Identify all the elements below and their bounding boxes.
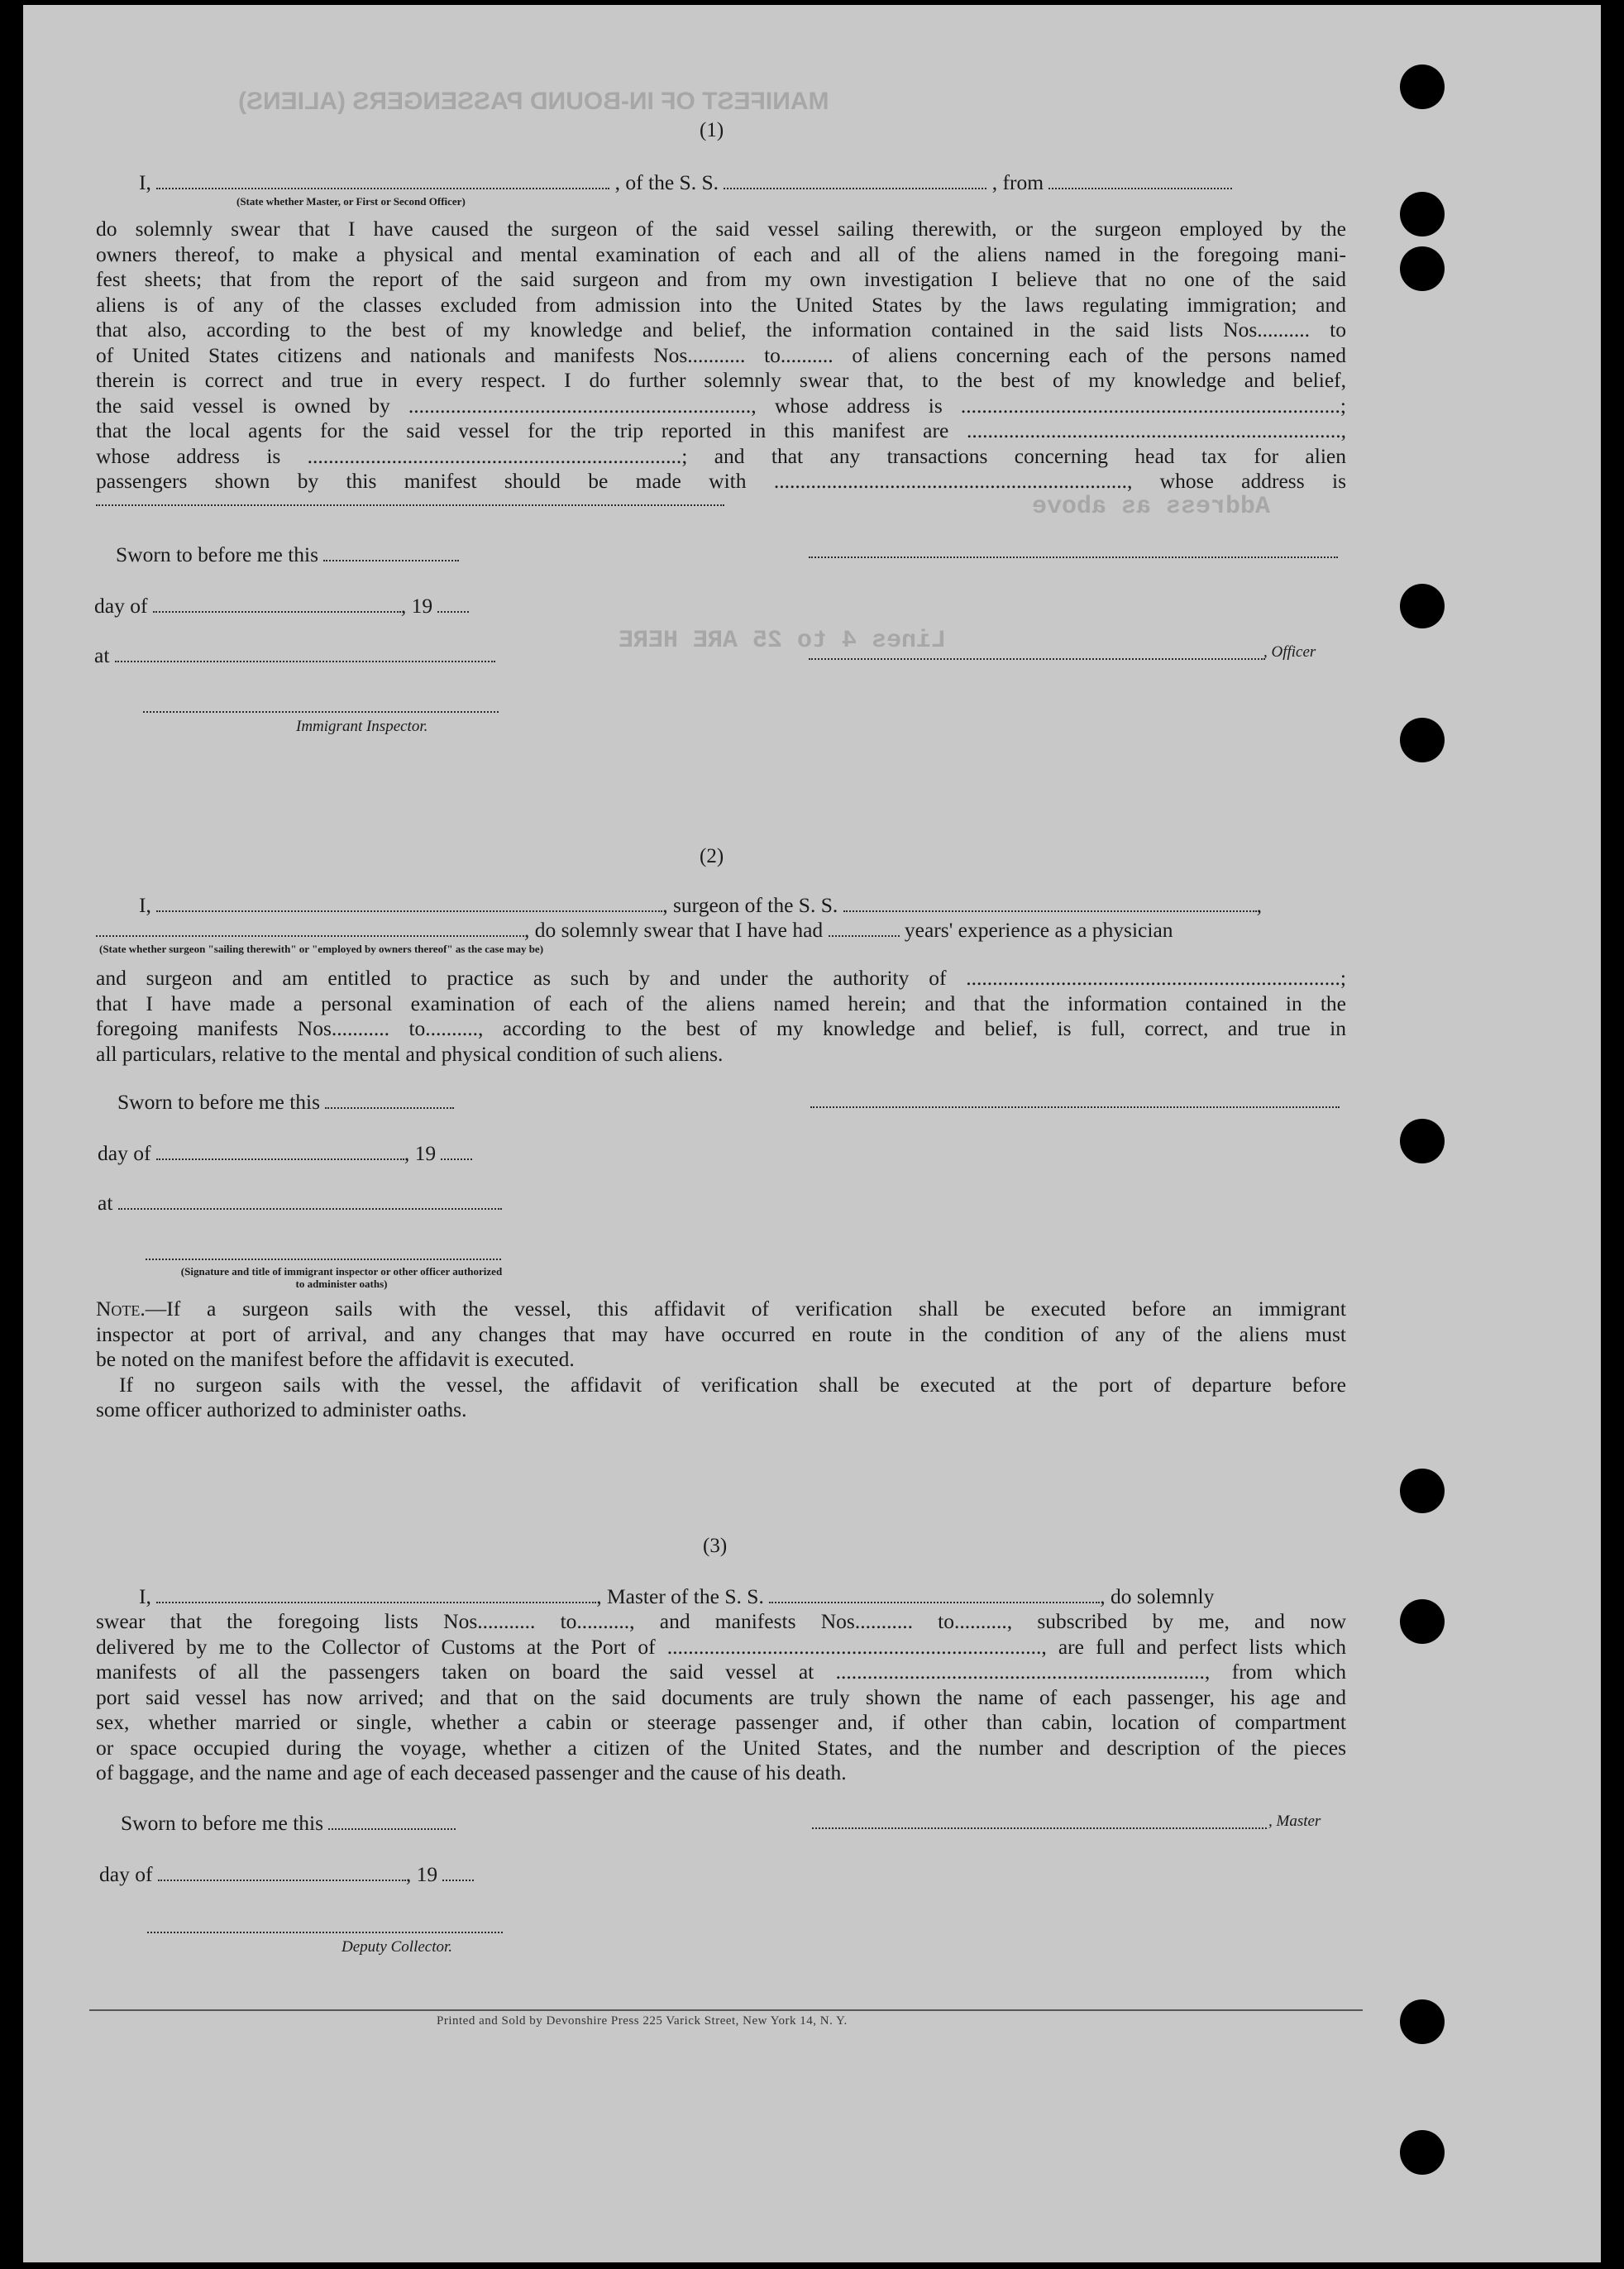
section-2-swear: , do solemnly swear that I have had years' experience as a physician [96, 918, 1173, 943]
collector-signature-line [147, 1932, 503, 1933]
officer-caption: (State whether Master, or First or Second Officer) [236, 195, 466, 208]
day-of-line-3: day of , 19 [99, 1862, 474, 1887]
section-2-intro: I, , surgeon of the S. S. , [139, 893, 1263, 917]
punch-hole [1400, 64, 1445, 109]
intro-i: I, [139, 170, 151, 194]
from-label: , from [991, 170, 1044, 194]
master-signature-line [812, 1827, 1267, 1829]
punch-hole [1400, 718, 1445, 762]
inspector-label: Immigrant Inspector. [296, 718, 428, 735]
punch-hole [1400, 1119, 1445, 1163]
note-label: Note. [96, 1297, 146, 1321]
bleed-through-address: Address as above [1032, 493, 1271, 521]
body-line: owners thereof, to make a physical and mental examination of each and all of the aliens named in the foregoing mani- [96, 241, 1346, 266]
sworn-line-2: Sworn to before me this [117, 1090, 454, 1115]
collector-label: Deputy Collector. [342, 1938, 453, 1956]
section-3-body: swear that the foregoing lists Nos........... to.........., and manifests Nos........... to.........., subscribed by me, and now delivered by me to the Collector of Customs at the Port of ......................................................................., are full and perfect lists which manifests of all the passengers taken on board the said vessel at ......................................................................, from which port said vessel has now arrived; and that on the said documents are truly shown the name of each passenger, his age and sex, whether married or single, whether a cabin or steerage passenger and, if other than cabin, location of compartment or space occupied during the voyage, whether a citizen of the United States, and the number and description of the pieces of baggage, and the name and age of each deceased passenger and the cause of his death. [96, 1609, 1346, 1784]
body-line: that the local agents for the said vessel for the trip reported in this manifest are ......................................................................., [96, 418, 1346, 442]
officer-label: , Officer [1263, 643, 1316, 661]
from-blank [1048, 173, 1232, 189]
officer-blank [156, 173, 609, 189]
body-line: the said vessel is owned by ................................................................., whose address is ........................................................................; [96, 393, 1346, 418]
officer-blank-2 [809, 658, 1265, 660]
master-label: , Master [1268, 1813, 1321, 1830]
address-blank [96, 504, 724, 506]
body-line: of United States citizens and nationals and manifests Nos........... to.......... of aliens concerning each of the persons named [96, 342, 1346, 367]
section-1-intro [139, 170, 1232, 195]
inspector-signature-line-2 [146, 1259, 501, 1260]
punch-hole [1400, 1599, 1445, 1644]
sworn-line-3: Sworn to before me this [121, 1811, 456, 1836]
printer-imprint: Printed and Sold by Devonshire Press 225 Varick Street, New York 14, N. Y. [437, 2014, 848, 2028]
at-line-2: at [98, 1191, 502, 1216]
day-of-line-1: day of , 19 [94, 594, 469, 619]
manifest-page [23, 5, 1601, 2262]
punch-hole [1400, 1999, 1445, 2044]
surgeon-caption: (State whether surgeon "sailing therewith" or "employed by owners thereof" as the case may be) [99, 943, 544, 955]
note-paragraph: Note.—If a surgeon sails with the vessel, this affidavit of verification shall be executed before an immigrant inspector at port of arrival, and any changes that may have occurred en route in the condition of any of the aliens must be noted on the manifest before the affidavit is executed. If no surgeon sails with the vessel, the affidavit of verification shall be executed at the port of departure before some officer authorized to administer oaths. [96, 1297, 1346, 1421]
vessel-label: , of the S. S. [614, 170, 719, 194]
section-3-number: (3) [703, 1535, 728, 1557]
body-line: whose address is .......................................................................; and that any transactions concerning head tax for alien [96, 443, 1346, 468]
body-line: fest sheets; that from the report of the said surgeon and from my own investigation I believe that no one of the said [96, 267, 1346, 291]
punch-hole [1400, 1469, 1445, 1513]
section-1-body [96, 217, 1346, 494]
footer-rule [89, 2009, 1363, 2011]
section-2-body: and surgeon and am entitled to practice as such by and under the authority of .......................................................................; that I have made a personal examination of each of the aliens named herein; and that the information contained in the foregoing manifests Nos........... to.........., according to the best of my knowledge and belief, is full, correct, and true in all particulars, relative to the mental and physical condition of such aliens. [96, 966, 1346, 1066]
body-line: that also, according to the best of my knowledge and belief, the information contained in the said lists Nos.......... to [96, 318, 1346, 342]
inspector-signature-line [143, 711, 499, 713]
sig-caption: (Signature and title of immigrant inspector or other officer authorized to administer oaths) [180, 1265, 503, 1290]
section-2-number: (2) [700, 845, 724, 867]
surgeon-signature-line [810, 1106, 1340, 1108]
bleed-through-header: MANIFEST OF IN-BOUND PASSENGERS (ALIENS) [238, 88, 829, 115]
punch-hole [1400, 2130, 1445, 2175]
body-line: therein is correct and true in every respect. I do further solemnly swear that, to the best of my knowledge and belief, [96, 368, 1346, 392]
day-of-line-2: day of , 19 [98, 1141, 472, 1166]
vessel-blank [724, 173, 986, 189]
body-line: aliens is of any of the classes excluded from admission into the United States by the laws regulating immigration; and [96, 292, 1346, 317]
punch-hole [1400, 192, 1445, 236]
sworn-line-1: Sworn to before me this [116, 542, 459, 567]
officer-signature-line [809, 557, 1338, 558]
body-line: do solemnly swear that I have caused the surgeon of the said vessel sailing therewith, or the surgeon employed by the [96, 217, 1346, 241]
section-3-intro: I, , Master of the S. S. , do solemnly [139, 1584, 1215, 1608]
bleed-through-lines: Lines 4 to 25 ARE HERE [619, 627, 947, 655]
punch-hole [1400, 246, 1445, 291]
punch-hole [1400, 584, 1445, 628]
section-1-number: (1) [700, 119, 724, 141]
body-line: passengers shown by this manifest should be made with ..................................................................., whose address is [96, 469, 1346, 493]
at-line-1: at [94, 643, 495, 668]
